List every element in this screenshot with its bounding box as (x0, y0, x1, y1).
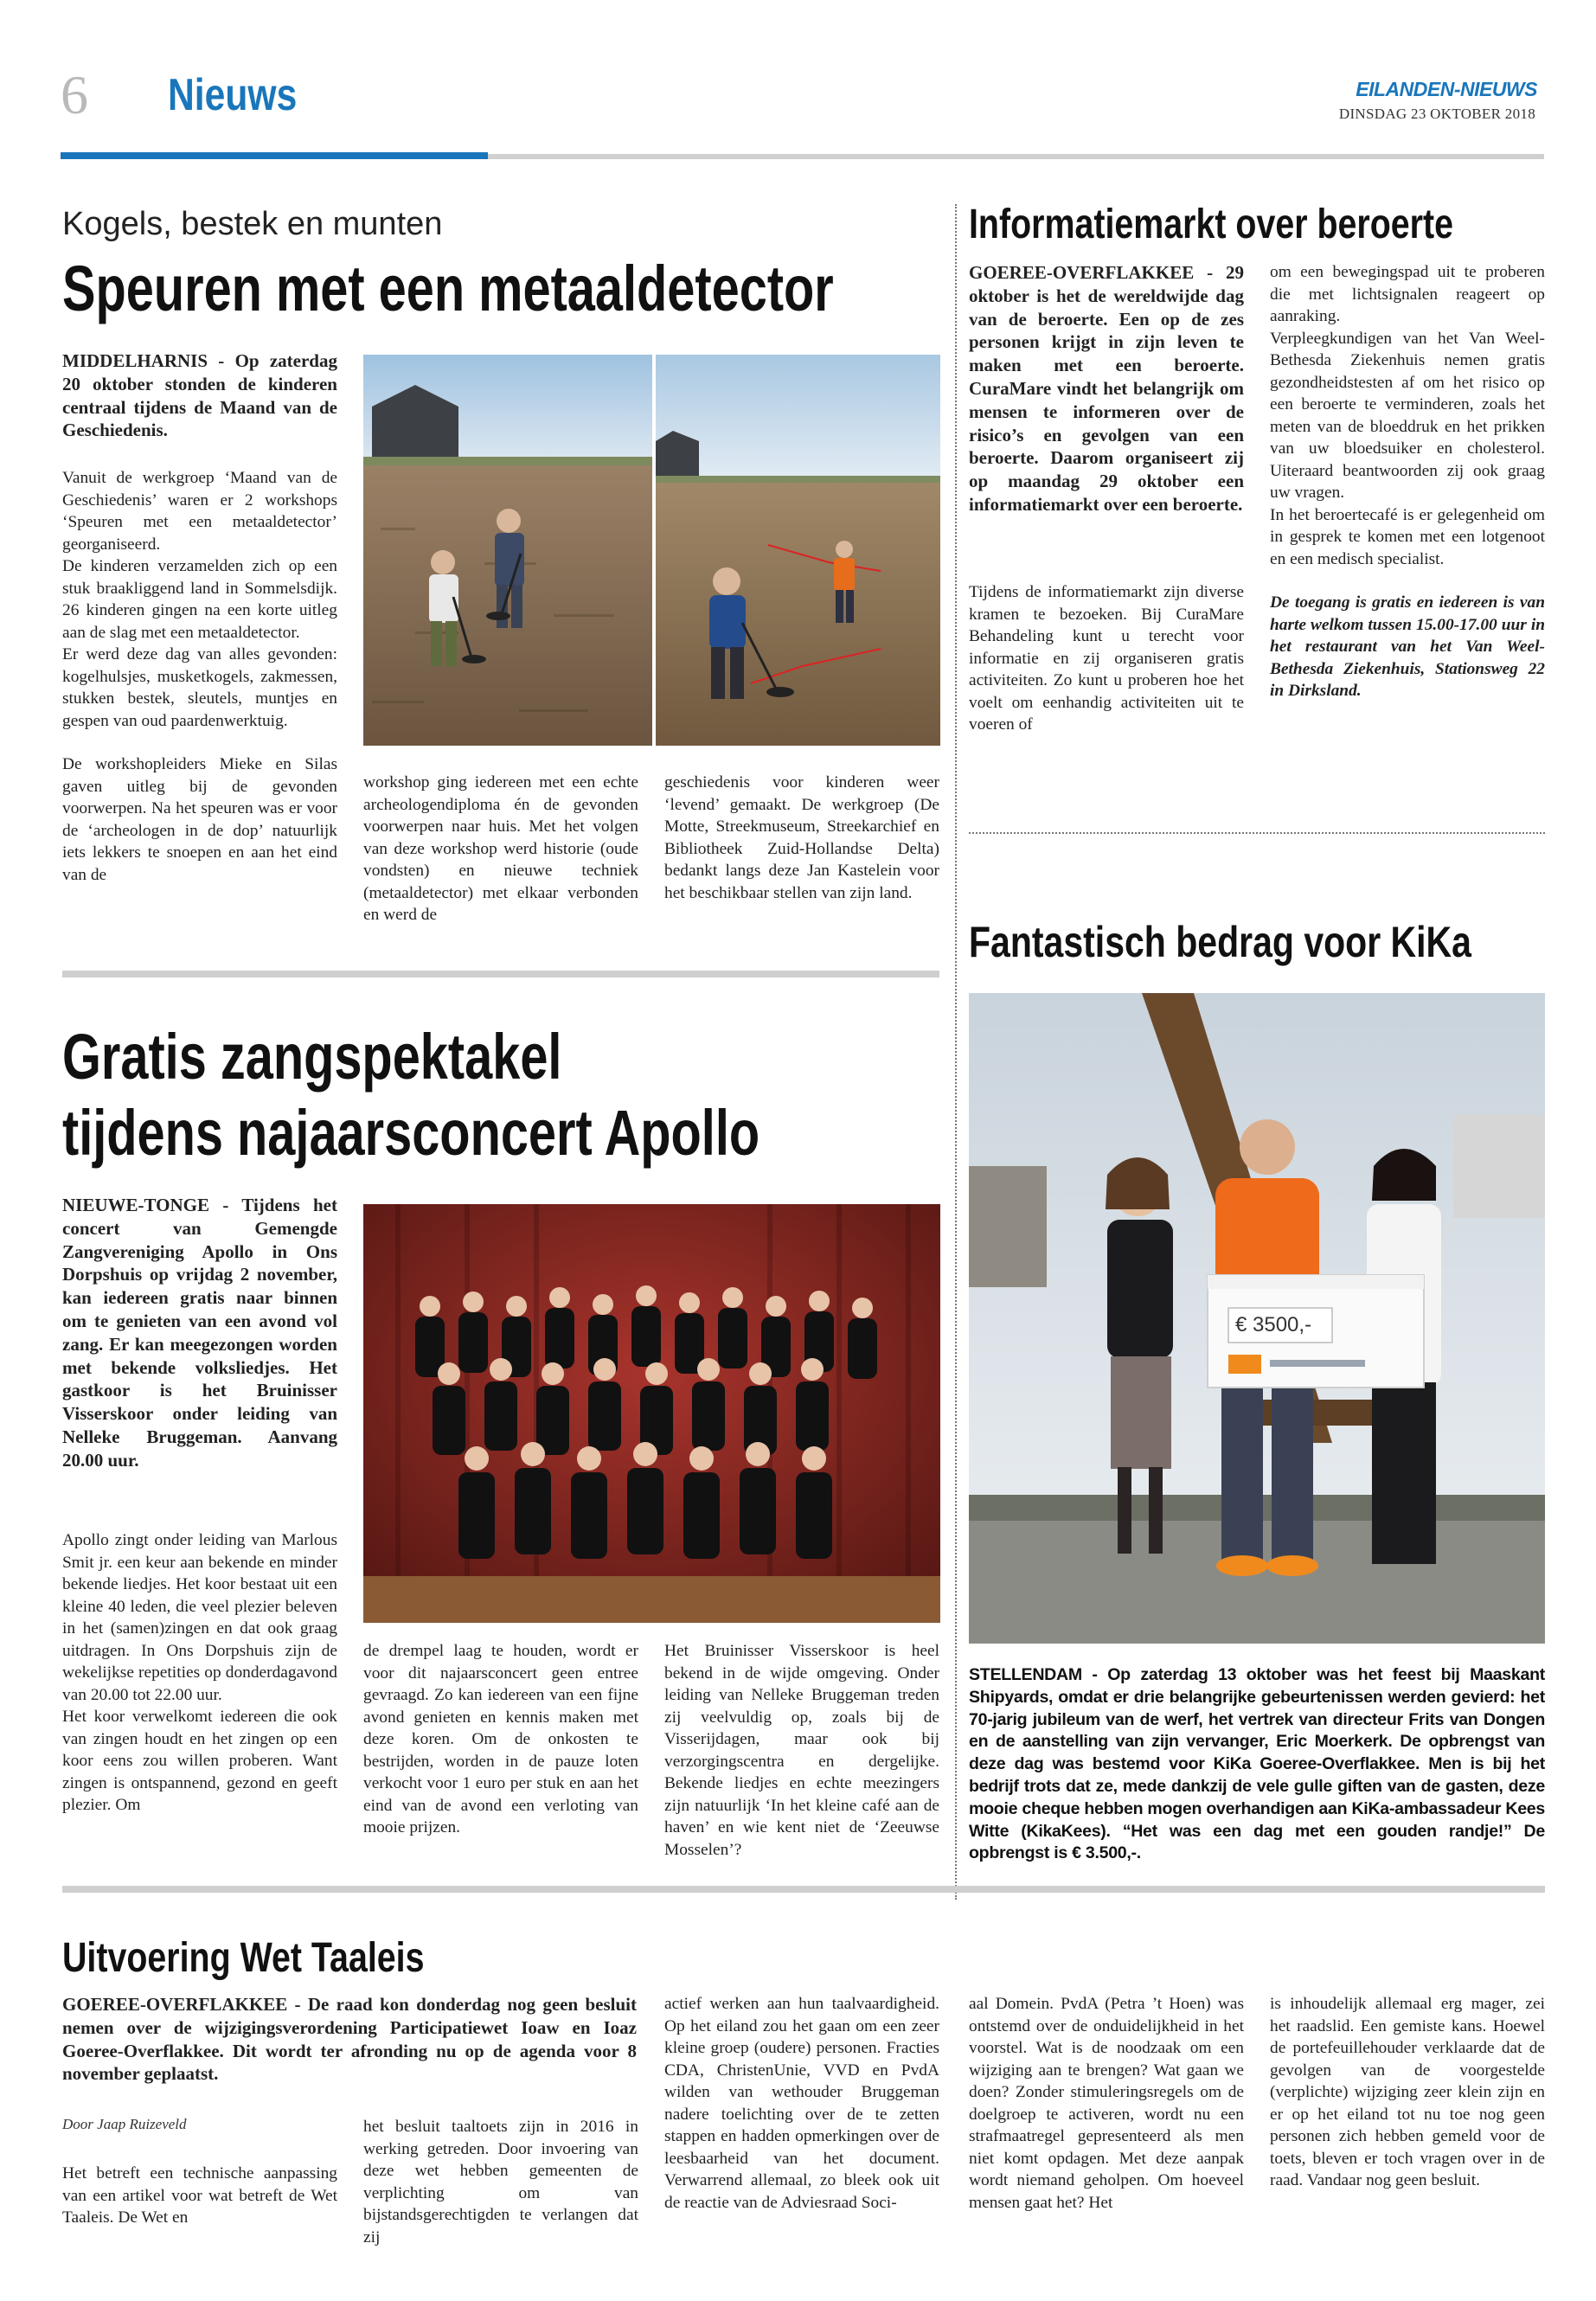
article1-col1 (62, 467, 337, 886)
section-divider-dotted (969, 832, 1545, 834)
article1-para: Vanuit de werkgroep ‘Maand van de Geschiedenis’ waren er 2 workshops ‘Speuren met een metaaldetector’ georganiseerd. (62, 469, 337, 554)
article3-para: In het beroertecafé is er gelegenheid om in gesprek te komen met een lotgenoot en een medisch specialist. (1270, 505, 1545, 568)
article5-col1: Het betreft een technische aanpassing van een artikel voor wat betreft de Wet Taaleis. De Wet en (62, 2164, 337, 2227)
article1-col3: geschiedenis voor kinderen weer ‘levend’ gemaakt. De werkgroep (De Motte, Streekmuseum, Streekarchief en Bibliotheek Zuid-Hollandse Delta) bedankt langs deze Jan Kastelein voor het beschikbaar stellen van zijn land. (664, 773, 939, 902)
article3-lead: GOEREE-OVERFLAKKEE - 29 oktober is het de wereldwijde dag van de beroerte. Een op de zes personen krijgt in zijn leven te maken met een beroerte. CuraMare vindt het belangrijk om mensen te informeren over de risico’s en gevolgen van een beroerte. Daarom organiseert zij op maandag 29 oktober een informatiemarkt over een beroerte. (969, 262, 1244, 515)
article1-para: De kinderen verzamelden zich op een stuk braakliggend land in Sommelsdijk. 26 kinderen gingen na een korte uitleg aan de slag met een metaaldetector. (62, 557, 337, 642)
section-divider (62, 971, 939, 977)
article4-body: STELLENDAM - Op zaterdag 13 oktober was het feest bij Maaskant Shipyards, omdat er drie belangrijke gebeurtenissen werden gevierd: het 70-jarig jubileum van de werf, het vertrek van directeur Frits van Dongen en de aanstelling van zijn vervanger, Eric Moerkerk. De opbrengst van deze dag was bestemd voor KiKa Goeree-Overflakkee. Men is bij het bedrijf trots dat ze, mede dankzij de vele gulle giften van de gasten, deze mooie cheque hebben mogen overhandigen aan KiKa-ambassadeur Kees Witte (KikaKees). “Het was een dag met een gouden randje!” De opbrengst is € 3.500,-. (969, 1665, 1545, 1863)
article5-col4: aal Domein. PvdA (Petra ’t Hoen) was ontstemd over de onduidelijkheid in het voorstel. Wat is de noodzaak om een wijziging aan te brengen? Wat gaan we doen? Zonder stimuleringsregels om de doelgroep te activeren, wordt nu een strafmaatregel gepresenteerd als men niet komt opdagen. Met deze aanpak wordt niemand geholpen. Om hoeveel mensen gaat het? Het (969, 1995, 1244, 2212)
article1-para: De workshopleiders Mieke en Silas gaven uitleg bij de gevonden voorwerpen. Na het speuren was er voor de ‘archeologen in de dop’ natuurlijk iets lekkers te snoepen en aan het eind van de (62, 755, 337, 884)
article3-col2 (1270, 261, 1545, 702)
photo-metal-detector-2 (656, 355, 940, 746)
article1-lead: MIDDELHARNIS - Op zaterdag 20 oktober stonden de kinderen centraal tijdens de Maand van de Geschiedenis. (62, 350, 337, 441)
article5-byline: Door Jaap Ruizeveld (62, 2116, 187, 2132)
article3-para: Verpleegkundigen van het Van Weel-Bethesda Ziekenhuis nemen gratis gezondheidstesten af om het risico op een beroerte te verminderen, zoals het meten van de bloeddruk en het prikken van uw bloedsuiker en cholesterol. Uiteraard beantwoorden zij ook graag uw vragen. (1270, 329, 1545, 502)
article5-col2: het besluit taaltoets zijn in 2016 in werking getreden. Door invoering van deze wet hebben gemeenten de verplichting om van bijstandsgerechtigden te verlangen dat zij (363, 2118, 638, 2247)
article3-para: om een bewegingspad uit te proberen die met lichtsignalen reageert op aanraking. (1270, 263, 1545, 325)
article2-para: Apollo zingt onder leiding van Marlous Smit jr. een keur aan bekende en minder bekende liedjes. Het koor bestaat uit een kleine 40 leden, die veel plezier beleven in het (samen)zingen en dat ook graag uitdragen. In Ons Dorpshuis zijn de wekelijkse repetities op donderdagavond van 20.00 tot 22.00 uur. (62, 1531, 337, 1704)
article2-col1 (62, 1529, 337, 1817)
section-divider (62, 1886, 1545, 1893)
article1-col2: workshop ging iedereen met een echte archeologendiploma én de gevonden voorwerpen naar huis. Met het volgen van deze workshop werd historie (oude vondsten) en nieuwe techniek (metaaldetector) met elkaar verbonden en werd de (363, 773, 638, 924)
article2-lead: NIEUWE-TONGE - Tijdens het concert van Gemengde Zangvereniging Apollo in Ons Dorpshuis op vrijdag 2 november, kan iedereen gratis naar binnen om te genieten van een avond vol zang. Er kan meegezongen worden met bekende volksliedjes. Het gastkoor is het Bruinisser Visserskoor onder leiding van Nelleke Bruggeman. Aanvang 20.00 uur. (62, 1195, 337, 1471)
article1-kicker: Kogels, bestek en munten (62, 206, 443, 242)
article3-note: De toegang is gratis en iedereen is van harte welkom tussen 15.00-17.00 uur in het restaurant van het Van Weel-Bethesda Ziekenhuis, Stationsweg 22 in Dirksland. (1270, 593, 1545, 700)
photo-choir-apollo (363, 1204, 940, 1623)
article5-col3: actief werken aan hun taalvaardigheid. Op het eiland zou het gaan om een zeer kleine groep (oudere) personen. Fracties CDA, ChristenUnie, VVD en PvdA wilden van wethouder Bruggeman nadere toelichting over de te zetten stappen en hadden opmerkingen over de leesbaarheid van het document. Verwarrend allemaal, zo bleek ook uit de reactie van de Adviesraad Soci- (664, 1995, 939, 2212)
article1-para: Er werd deze dag van alles gevonden: kogelhulsjes, musketkogels, zakmessen, stukken bestek, sleutels, muntjes en gespen van oud paardenwerktuig. (62, 645, 337, 730)
cheque-amount: € 3500,- (1235, 1313, 1312, 1336)
photo-metal-detector-1 (363, 355, 652, 746)
article2-col2: de drempel laag te houden, wordt er voor dit najaarsconcert geen entree gevraagd. Zo kan iedereen van een fijne avond genieten en kennis maken met deze koren. Om de onkosten te bestrijden, worden in de pauze loten verkocht voor 1 euro per stuk en aan het eind van de avond een verloting van mooie prijzen. (363, 1642, 638, 1836)
photo-kika-cheque (969, 993, 1545, 1644)
header-rule-blue (61, 152, 488, 159)
issue-date: DINSDAG 23 OKTOBER 2018 (1338, 106, 1535, 122)
article3-headline: Informatiemarkt over beroerte (969, 202, 1453, 247)
masthead-logo: EILANDEN-NIEUWS (1356, 78, 1537, 100)
article3-col1: Tijdens de informatiemarkt zijn diverse kramen te bezoeken. Bij CuraMare Behandeling kunt u terecht voor informatie en zij organiseren gratis activiteiten. Zo kunt u proberen hoe het voelt om eenhandig activiteiten uit te voeren of (969, 583, 1244, 734)
article2-para: Het koor verwelkomt iedereen die ook van zingen houdt en het zingen op een koor eens zou willen proberen. Want zingen is ontspannend, gezond en geeft plezier. Om (62, 1708, 337, 1814)
header-rule-gray (488, 154, 1544, 159)
article5-col5: is inhoudelijk allemaal erg mager, zei het raadslid. Een gemiste kans. Hoewel de portefeuillehouder verklaarde dat de gevolgen van de voorgestelde (verplichte) wijziging zeer klein zijn en er op het eiland tot nu toe nog geen personen zich hebben gemeld voor de toets, bleven er toch vragen over in de raad. Vandaar nog geen besluit. (1270, 1995, 1545, 2189)
section-title: Nieuws (168, 70, 298, 120)
article5-headline: Uitvoering Wet Taaleis (62, 1935, 425, 1981)
article1-headline: Speuren met een metaaldetector (62, 253, 834, 324)
article2-headline-line1: Gratis zangspektakel (62, 1021, 562, 1093)
article2-headline-line2: tijdens najaarsconcert Apollo (62, 1097, 760, 1169)
page-number: 6 (61, 64, 88, 125)
column-separator (955, 204, 957, 1900)
article2-col3: Het Bruinisser Visserskoor is heel bekend in de wijde omgeving. Onder leiding van Nelleke Bruggeman treden zij veelvuldig op, zoals bij de Visserijdagen, maar ook bij verzorgingscentra en dergelijke. Bekende liedjes en echte meezingers zijn natuurlijk ‘In het kleine café aan de haven’ en wie kent niet de ‘Zeeuwse Mosselen’? (664, 1642, 939, 1859)
article4-headline: Fantastisch bedrag voor KiKa (969, 918, 1471, 966)
article5-lead: GOEREE-OVERFLAKKEE - De raad kon donderdag nog geen besluit nemen over de wijzigingsverordening Participatiewet Ioaw en Ioaz Goeree-Overflakkee. Dit wordt ter afronding nu op de agenda voor 8 november geplaatst. (62, 1994, 637, 2085)
